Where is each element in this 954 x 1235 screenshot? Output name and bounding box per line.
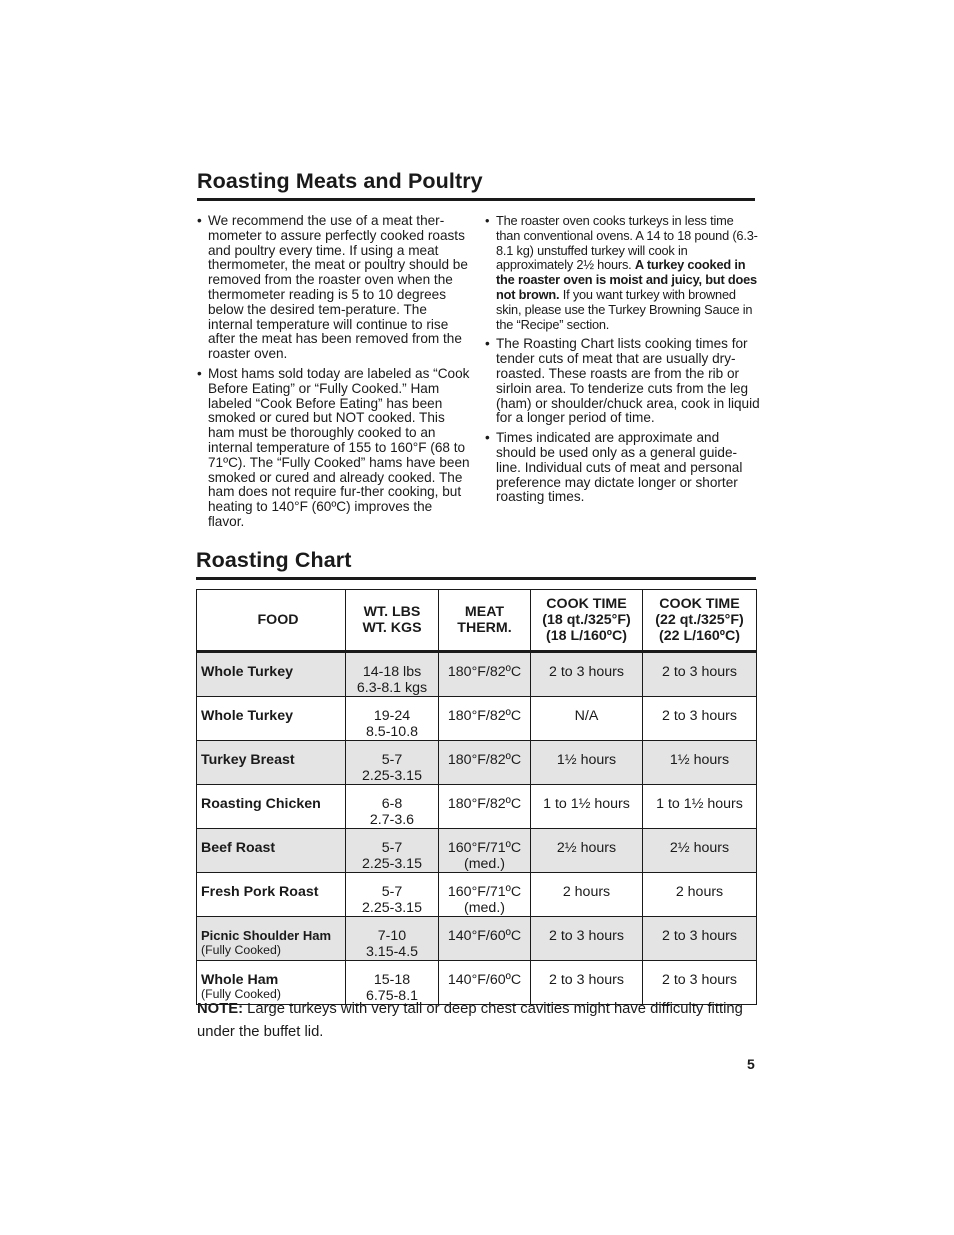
therm-cell xyxy=(439,917,531,961)
weight-cell xyxy=(346,873,439,917)
therm-temp: 180°F/82ºC xyxy=(447,708,522,724)
cook-time-18-cell: 2 hours xyxy=(531,873,643,917)
table-row xyxy=(197,741,757,785)
weight-kgs: 6.75-8.1 xyxy=(365,988,419,1004)
header-cook-time-22 xyxy=(643,590,757,652)
cook-time-18-cell: 2½ hours xyxy=(531,829,643,873)
table-header-row xyxy=(197,590,757,652)
therm-temp: 180°F/82ºC xyxy=(447,796,522,812)
bullet-turkey-text-2: If you want turkey with browned skin, please use the Turkey Browning Sauce in the “Recipe” section. xyxy=(496,286,753,332)
weight-kgs: 3.15-4.5 xyxy=(365,944,419,960)
cook-time-22-cell: 2 to 3 hours xyxy=(643,697,757,741)
cook-time-22-cell: 2 to 3 hours xyxy=(643,652,757,697)
weight-cell xyxy=(346,829,439,873)
cook-time-22-cell: 2½ hours xyxy=(643,829,757,873)
right-column-bullets xyxy=(485,214,760,510)
therm-temp: 180°F/82ºC xyxy=(447,664,522,680)
weight-kgs: 2.7-3.6 xyxy=(369,812,415,828)
cook-time-18-cell: 1½ hours xyxy=(531,741,643,785)
food-name: Roasting Chicken xyxy=(201,796,321,812)
header-weight xyxy=(346,590,439,652)
cook-time-18-cell: N/A xyxy=(531,697,643,741)
header-cook-time-18-l: (18 L/160ºC) xyxy=(546,628,627,644)
table-row xyxy=(197,697,757,741)
weight-lbs: 15-18 xyxy=(373,972,411,988)
table-row xyxy=(197,917,757,961)
cook-time-18-cell: 2 to 3 hours xyxy=(531,917,643,961)
food-cell xyxy=(197,829,346,873)
weight-cell xyxy=(346,785,439,829)
cook-time-22-cell: 2 to 3 hours xyxy=(643,961,757,1005)
weight-lbs: 5-7 xyxy=(381,840,403,856)
therm-doneness: (med.) xyxy=(464,900,505,916)
header-meat-therm xyxy=(439,590,531,652)
therm-doneness: (med.) xyxy=(464,856,505,872)
food-cell xyxy=(197,917,346,961)
therm-temp: 160°F/71ºC xyxy=(447,840,522,856)
roasting-chart-table xyxy=(196,589,757,1005)
cook-time-22-cell: 2 hours xyxy=(643,873,757,917)
table-row xyxy=(197,785,757,829)
food-cell xyxy=(197,873,346,917)
weight-cell xyxy=(346,917,439,961)
cook-time-18-cell: 1 to 1½ hours xyxy=(531,785,643,829)
therm-temp: 180°F/82ºC xyxy=(447,752,522,768)
therm-temp: 140°F/60ºC xyxy=(447,928,522,944)
header-weight-kgs: WT. KGS xyxy=(362,620,422,636)
therm-cell xyxy=(439,785,531,829)
therm-temp: 140°F/60ºC xyxy=(447,972,522,988)
weight-kgs: 8.5-10.8 xyxy=(365,724,419,740)
cook-time-18-cell: 2 to 3 hours xyxy=(531,652,643,697)
cook-time-22-cell: 1 to 1½ hours xyxy=(643,785,757,829)
food-cell xyxy=(197,652,346,697)
cook-time-22-cell: 1½ hours xyxy=(643,741,757,785)
left-column-bullets xyxy=(197,214,472,535)
note-paragraph xyxy=(197,998,757,1043)
therm-cell xyxy=(439,873,531,917)
weight-cell xyxy=(346,652,439,697)
page-number: 5 xyxy=(747,1056,755,1072)
cook-time-18-cell: 2 to 3 hours xyxy=(531,961,643,1005)
bullet-turkey-text-1: The roaster oven cooks turkeys in less time than conventional ovens. A 14 to 18 pound (6.3-8.1 kg) unstuffed turkey will cook in approximately 2½ hours. xyxy=(496,213,758,273)
cook-time-22-cell: 2 to 3 hours xyxy=(643,917,757,961)
weight-kgs: 6.3-8.1 kgs xyxy=(356,680,428,696)
table-row xyxy=(197,829,757,873)
note-label: NOTE: xyxy=(197,1001,244,1017)
weight-lbs: 14-18 lbs xyxy=(362,664,422,680)
food-name: Picnic Shoulder Ham xyxy=(201,928,332,943)
bullet-hams: • Most hams sold today are labeled as “Cook Before Eating” or “Fully Cooked.” Ham labeled “Cook Before Eating” has been smoked or cured but NOT cooked. This ham must be thoroughly cooked to an internal temperature of 155 to 160°F (68 to 71ºC). The “Fully Cooked” hams have been smoked or cured and already cooked. The ham does not require fur-ther cooking, but heating to 140°F (60ºC) improves the flavor. xyxy=(197,367,472,530)
weight-lbs: 7-10 xyxy=(377,928,407,944)
bullet-turkey-cook-time xyxy=(485,214,760,332)
food-cell xyxy=(197,697,346,741)
therm-temp: 160°F/71ºC xyxy=(447,884,522,900)
weight-lbs: 19-24 xyxy=(373,708,411,724)
table-row xyxy=(197,873,757,917)
food-cell xyxy=(197,785,346,829)
food-name: Fresh Pork Roast xyxy=(201,884,319,900)
header-cook-time-22-label: COOK TIME xyxy=(659,596,740,612)
therm-cell xyxy=(439,697,531,741)
bullet-times-approximate: • Times indicated are approximate and should be used only as a general guide-line. Individual cuts of meat and personal preference may dictate longer or shorter roasting times. xyxy=(485,431,760,505)
table-row xyxy=(197,652,757,697)
food-name: Turkey Breast xyxy=(201,752,295,768)
weight-kgs: 2.25-3.15 xyxy=(362,856,422,872)
weight-lbs: 5-7 xyxy=(381,884,403,900)
header-weight-lbs: WT. LBS xyxy=(363,604,421,620)
food-cell xyxy=(197,741,346,785)
weight-kgs: 2.25-3.15 xyxy=(362,768,422,784)
bullet-roasting-chart-info: • The Roasting Chart lists cooking times for tender cuts of meat that are usually dry-roasted. These roasts are from the rib or sirloin area. To tenderize cuts from the leg (ham) or shoulder/chuck area, cook in liquid for a longer period of time. xyxy=(485,337,760,426)
food-name: Whole Ham xyxy=(201,972,279,988)
header-cook-time-18 xyxy=(531,590,643,652)
header-food: FOOD xyxy=(197,590,346,652)
header-therm: THERM. xyxy=(457,620,512,636)
bullet-turkey-bold: A turkey cooked in the roaster oven is moist and juicy, but does not brown. xyxy=(496,257,757,302)
section-title-roasting-meats: Roasting Meats and Poultry xyxy=(197,170,755,201)
header-cook-time-18-qt: (18 qt./325°F) xyxy=(542,612,631,628)
food-name: Beef Roast xyxy=(201,840,276,856)
note-text: Large turkeys with very tall or deep chest cavities might have difficulty fitting under the buffet lid. xyxy=(197,1001,743,1040)
header-cook-time-18-label: COOK TIME xyxy=(546,596,627,612)
food-name: Whole Turkey xyxy=(201,664,293,680)
header-meat: MEAT xyxy=(464,604,505,620)
header-cook-time-22-qt: (22 qt./325°F) xyxy=(655,612,744,628)
header-cook-time-22-l: (22 L/160ºC) xyxy=(659,628,740,644)
weight-cell xyxy=(346,697,439,741)
food-note: (Fully Cooked) xyxy=(201,987,281,1001)
weight-cell xyxy=(346,741,439,785)
therm-cell xyxy=(439,829,531,873)
food-name: Whole Turkey xyxy=(201,708,293,724)
weight-lbs: 6-8 xyxy=(381,796,403,812)
weight-kgs: 2.25-3.15 xyxy=(362,900,422,916)
bullet-meat-thermometer: • We recommend the use of a meat ther-mometer to assure perfectly cooked roasts and poultry every time. If using a meat thermometer, the meat or poultry should be removed from the roaster oven when the thermometer reading is 5 to 10 degrees below the desired tem-perature. The internal temperature will continue to rise after the meat has been removed from the roaster oven. xyxy=(197,214,472,362)
therm-cell xyxy=(439,741,531,785)
section-title-roasting-chart: Roasting Chart xyxy=(196,549,756,580)
food-note: (Fully Cooked) xyxy=(201,943,281,957)
therm-cell xyxy=(439,652,531,697)
weight-lbs: 5-7 xyxy=(381,752,403,768)
